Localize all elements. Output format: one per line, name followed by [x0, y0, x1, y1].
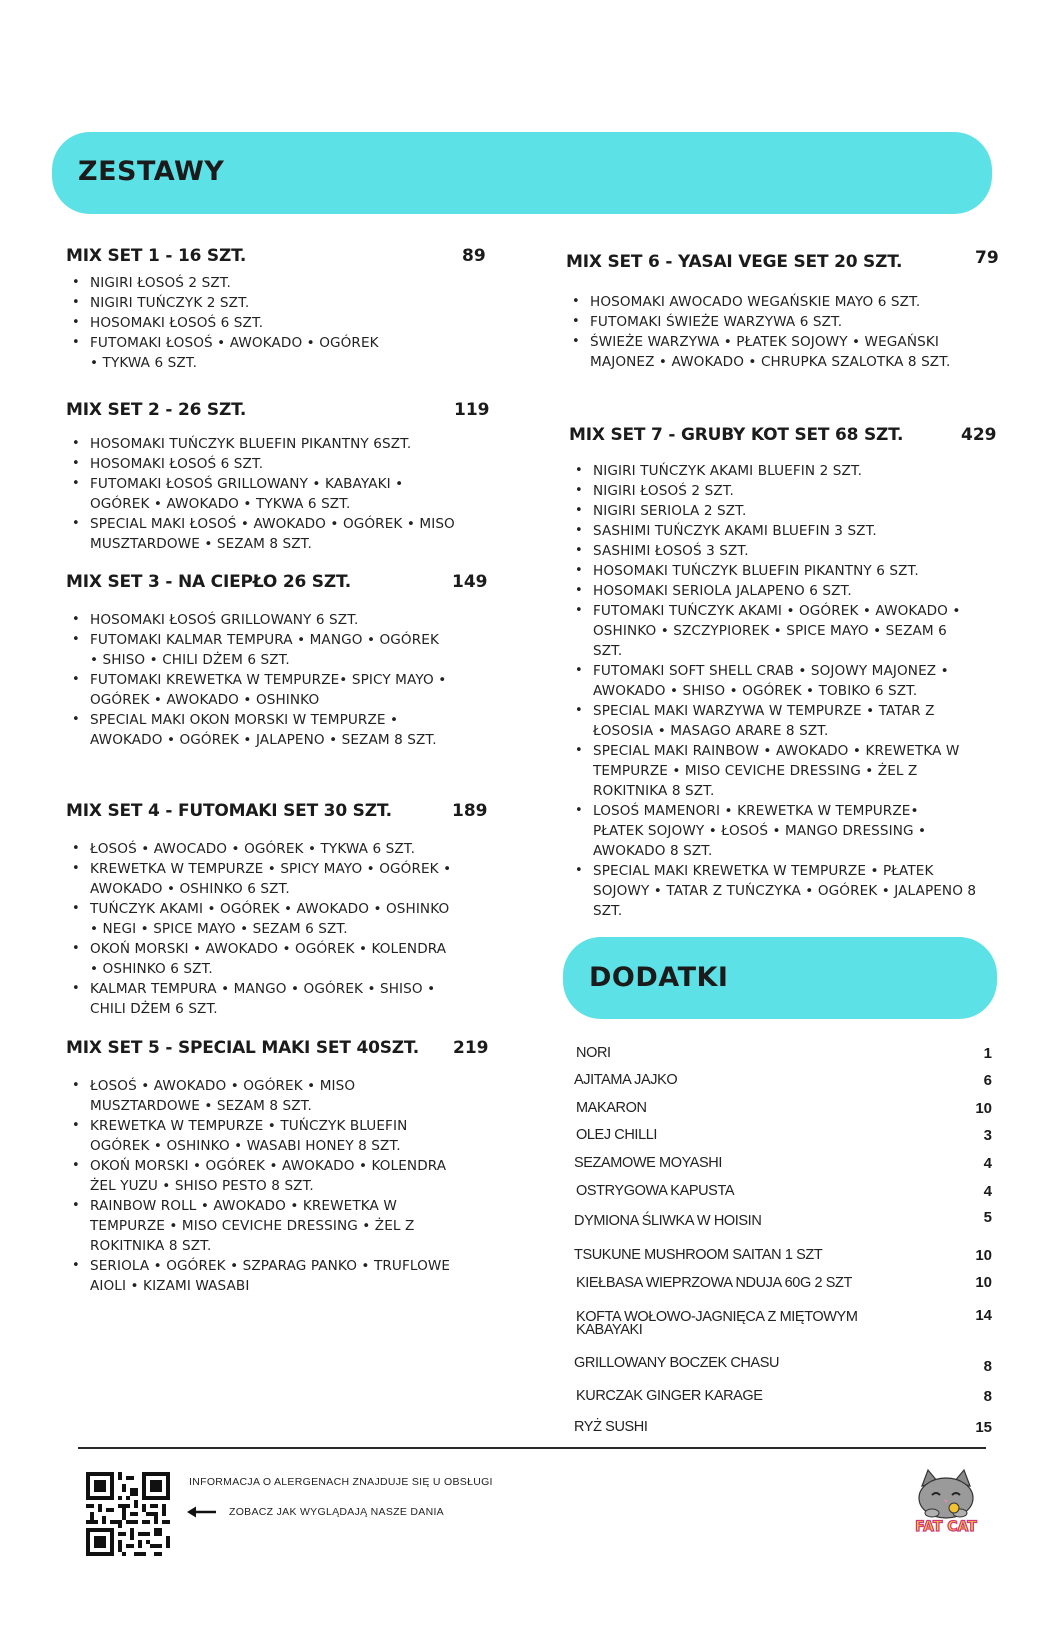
mix-set-4 [66, 801, 486, 1019]
set-item: • FUTOMAKI KALMAR TEMPURA • MANGO • OGÓREK • SHISO • CHILI DŻEM 6 SZT. [66, 630, 450, 670]
addon-price: 10 [975, 1100, 992, 1117]
set-item: • SPECIAL MAKI ŁOSOŚ • AWOKADO • OGÓREK • MISO MUSZTARDOWE • SEZAM 8 SZT. [66, 514, 474, 554]
zestawy-heading: ZESTAWY [78, 156, 225, 187]
set-item: • TUŃCZYK AKAMI • OGÓREK • AWOKADO • OSHINKO • NEGI • SPICE MAYO • SEZAM 6 SZT. [66, 899, 458, 939]
set-item: • ŁOSOŚ • AWOKADO • OGÓREK • MISO MUSZTARDOWE • SEZAM 8 SZT. [66, 1076, 370, 1116]
set-item: • HOSOMAKI ŁOSOŚ GRILLOWANY 6 SZT. [66, 610, 486, 630]
set-item: • OKOŃ MORSKI • AWOKADO • OGÓREK • KOLENDRA • OSHINKO 6 SZT. [66, 939, 456, 979]
set-item: • FUTOMAKI SOFT SHELL CRAB • SOJOWY MAJONEZ • AWOKADO • SHISO • OGÓREK • TOBIKO 6 SZT. [569, 661, 971, 701]
set-item: • SPECIAL MAKI RAINBOW • AWOKADO • KREWETKA W TEMPURZE • MISO CEVICHE DRESSING • ŻEL Z ROKITNIKA 8 SZT. [569, 741, 979, 801]
set-item: • ŁOSOŚ • AWOCADO • OGÓREK • TYKWA 6 SZT. [66, 839, 486, 859]
set-item: • NIGIRI TUŃCZYK 2 SZT. [66, 293, 486, 313]
set-title: MIX SET 2 - 26 SZT. [66, 400, 247, 420]
set-item: • FUTOMAKI ŁOSOŚ • AWOKADO • OGÓREK • TYKWA 6 SZT. [66, 333, 380, 373]
set-item: • HOSOMAKI AWOCADO WEGAŃSKIE MAYO 6 SZT. [566, 292, 1006, 312]
set-item: • NIGIRI ŁOSOŚ 2 SZT. [66, 273, 486, 293]
set-items [66, 434, 486, 554]
set-price: 149 [452, 572, 488, 592]
dodatki-banner [563, 937, 997, 1019]
mix-set-7 [569, 425, 1009, 921]
addon-name: KURCZAK GINGER KARAGE [576, 1388, 763, 1404]
addon-name: OLEJ CHILLI [576, 1127, 658, 1143]
addon-price: 8 [983, 1388, 992, 1405]
set-item: • ŚWIEŻE WARZYWA • PŁATEK SOJOWY • WEGAŃSKI MAJONEZ • AWOKADO • CHRUPKA SZALOTKA 8 SZT. [566, 332, 980, 372]
fat-cat-logo [910, 1468, 982, 1536]
addon-price: 3 [983, 1127, 992, 1144]
addon-price: 14 [975, 1307, 992, 1324]
qr-code-icon[interactable] [86, 1472, 170, 1556]
set-title: MIX SET 1 - 16 SZT. [66, 246, 247, 266]
mix-set-6 [566, 248, 1006, 372]
allergen-note: INFORMACJA O ALERGENACH ZNAJDUJE SIĘ U OBSŁUGI [189, 1476, 493, 1488]
addon-name: OSTRYGOWA KAPUSTA [576, 1183, 735, 1199]
set-item: • HOSOMAKI TUŃCZYK BLUEFIN PIKANTNY 6SZT. [66, 434, 486, 454]
addon-name: GRILLOWANY BOCZEK CHASU [574, 1355, 780, 1371]
set-price: 89 [462, 246, 486, 266]
set-item: • HOSOMAKI ŁOSOŚ 6 SZT. [66, 454, 486, 474]
set-price: 79 [975, 248, 999, 268]
set-item: • NIGIRI ŁOSOŚ 2 SZT. [569, 481, 1009, 501]
set-title: MIX SET 7 - GRUBY KOT SET 68 SZT. [569, 425, 904, 445]
zestawy-banner [52, 132, 992, 214]
addon-price: 10 [975, 1274, 992, 1291]
set-title: MIX SET 5 - SPECIAL MAKI SET 40SZT. [66, 1038, 419, 1058]
addon-name: AJITAMA JAJKO [574, 1072, 678, 1088]
addon-name: KOFTA WOŁOWO-JAGNIĘCA Z MIĘTOWYM KABAYAKI [576, 1309, 858, 1338]
set-price: 189 [452, 801, 488, 821]
set-item: • SPECIAL MAKI WARZYWA W TEMPURZE • TATAR Z ŁOSOSIA • MASAGO ARARE 8 SZT. [569, 701, 953, 741]
set-item: • SPECIAL MAKI KREWETKA W TEMPURZE • PŁATEK SOJOWY • TATAR Z TUŃCZYKA • OGÓREK • JALAPENO 8 SZT. [569, 861, 987, 921]
set-item: • FUTOMAKI KREWETKA W TEMPURZE• SPICY MAYO • OGÓREK • AWOKADO • OSHINKO [66, 670, 456, 710]
set-price: 119 [454, 400, 490, 420]
addon-price: 6 [983, 1072, 992, 1089]
addon-name: SEZAMOWE MOYASHI [574, 1155, 723, 1171]
set-item: • KREWETKA W TEMPURZE • TUŃCZYK BLUEFIN OGÓREK • OSHINKO • WASABI HONEY 8 SZT. [66, 1116, 420, 1156]
set-title: MIX SET 6 - YASAI VEGE SET 20 SZT. [566, 252, 903, 272]
set-items [66, 1076, 486, 1296]
set-item: • FUTOMAKI ŚWIEŻE WARZYWA 6 SZT. [566, 312, 1006, 332]
set-item: • RAINBOW ROLL • AWOKADO • KREWETKA W TEMPURZE • MISO CEVICHE DRESSING • ŻEL Z ROKITNIKA 8 SZT. [66, 1196, 420, 1256]
set-item: • HOSOMAKI ŁOSOŚ 6 SZT. [66, 313, 486, 333]
set-title: MIX SET 4 - FUTOMAKI SET 30 SZT. [66, 801, 392, 821]
mix-set-5 [66, 1038, 489, 1296]
set-item: • FUTOMAKI TUŃCZYK AKAMI • OGÓREK • AWOKADO • OSHINKO • SZCZYPIOREK • SPICE MAYO • SEZAM 6 SZT. [569, 601, 965, 661]
mix-set-1 [66, 246, 486, 373]
logo-text: FAT CAT [915, 1519, 977, 1535]
addon-price: 8 [983, 1358, 992, 1375]
arrow-left-icon [187, 1505, 217, 1519]
set-item: • SASHIMI ŁOSOŚ 3 SZT. [569, 541, 1009, 561]
set-price: 219 [453, 1038, 489, 1058]
set-item: • SERIOLA • OGÓREK • SZPARAG PANKO • TRUFLOWE AIOLI • KIZAMI WASABI [66, 1256, 460, 1296]
set-item: • SPECIAL MAKI OKON MORSKI W TEMPURZE • AWOKADO • OGÓREK • JALAPENO • SEZAM 8 SZT. [66, 710, 440, 750]
set-item: • KREWETKA W TEMPURZE • SPICY MAYO • OGÓREK • AWOKADO • OSHINKO 6 SZT. [66, 859, 452, 899]
set-item: • OKOŃ MORSKI • OGÓREK • AWOKADO • KOLENDRA ŻEL YUZU • SHISO PESTO 8 SZT. [66, 1156, 460, 1196]
addon-name: DYMIONA ŚLIWKA W HOISIN [574, 1213, 762, 1229]
set-item: • SASHIMI TUŃCZYK AKAMI BLUEFIN 3 SZT. [569, 521, 1009, 541]
set-items [569, 461, 1009, 921]
addon-price: 10 [975, 1247, 992, 1264]
addon-price: 1 [983, 1045, 992, 1062]
addon-name: NORI [576, 1045, 611, 1061]
set-title: MIX SET 3 - NA CIEPŁO 26 SZT. [66, 572, 352, 592]
addon-name: MAKARON [576, 1100, 647, 1116]
set-price: 429 [961, 425, 997, 445]
set-items [566, 292, 1006, 372]
mix-set-3 [66, 572, 486, 750]
see-dishes-note: ZOBACZ JAK WYGLĄDAJĄ NASZE DANIA [229, 1506, 444, 1518]
set-item: • LOSOŚ MAMENORI • KREWETKA W TEMPURZE• PŁATEK SOJOWY • ŁOSOŚ • MANGO DRESSING • AWOKADO 8 SZT. [569, 801, 955, 861]
set-item: • HOSOMAKI TUŃCZYK BLUEFIN PIKANTNY 6 SZT. [569, 561, 1009, 581]
dodatki-heading: DODATKI [589, 962, 729, 993]
set-item: • FUTOMAKI ŁOSOŚ GRILLOWANY • KABAYAKI • OGÓREK • AWOKADO • TYKWA 6 SZT. [66, 474, 410, 514]
set-items [66, 610, 486, 750]
set-item: • HOSOMAKI SERIOLA JALAPENO 6 SZT. [569, 581, 1009, 601]
set-item: • NIGIRI SERIOLA 2 SZT. [569, 501, 1009, 521]
mix-set-2 [66, 400, 490, 554]
addon-price: 4 [983, 1183, 992, 1200]
set-item: • KALMAR TEMPURA • MANGO • OGÓREK • SHISO • CHILI DŻEM 6 SZT. [66, 979, 440, 1019]
set-items [66, 839, 486, 1019]
addon-name: RYŻ SUSHI [574, 1419, 648, 1435]
set-item: • NIGIRI TUŃCZYK AKAMI BLUEFIN 2 SZT. [569, 461, 1009, 481]
set-items [66, 273, 486, 373]
addon-name: KIEŁBASA WIEPRZOWA NDUJA 60G 2 SZT [576, 1275, 852, 1291]
addon-name: TSUKUNE MUSHROOM SAITAN 1 SZT [574, 1247, 823, 1263]
addon-price: 4 [983, 1155, 992, 1172]
addon-price: 15 [975, 1419, 992, 1436]
footer-divider [78, 1447, 986, 1449]
addon-price: 5 [983, 1209, 992, 1226]
